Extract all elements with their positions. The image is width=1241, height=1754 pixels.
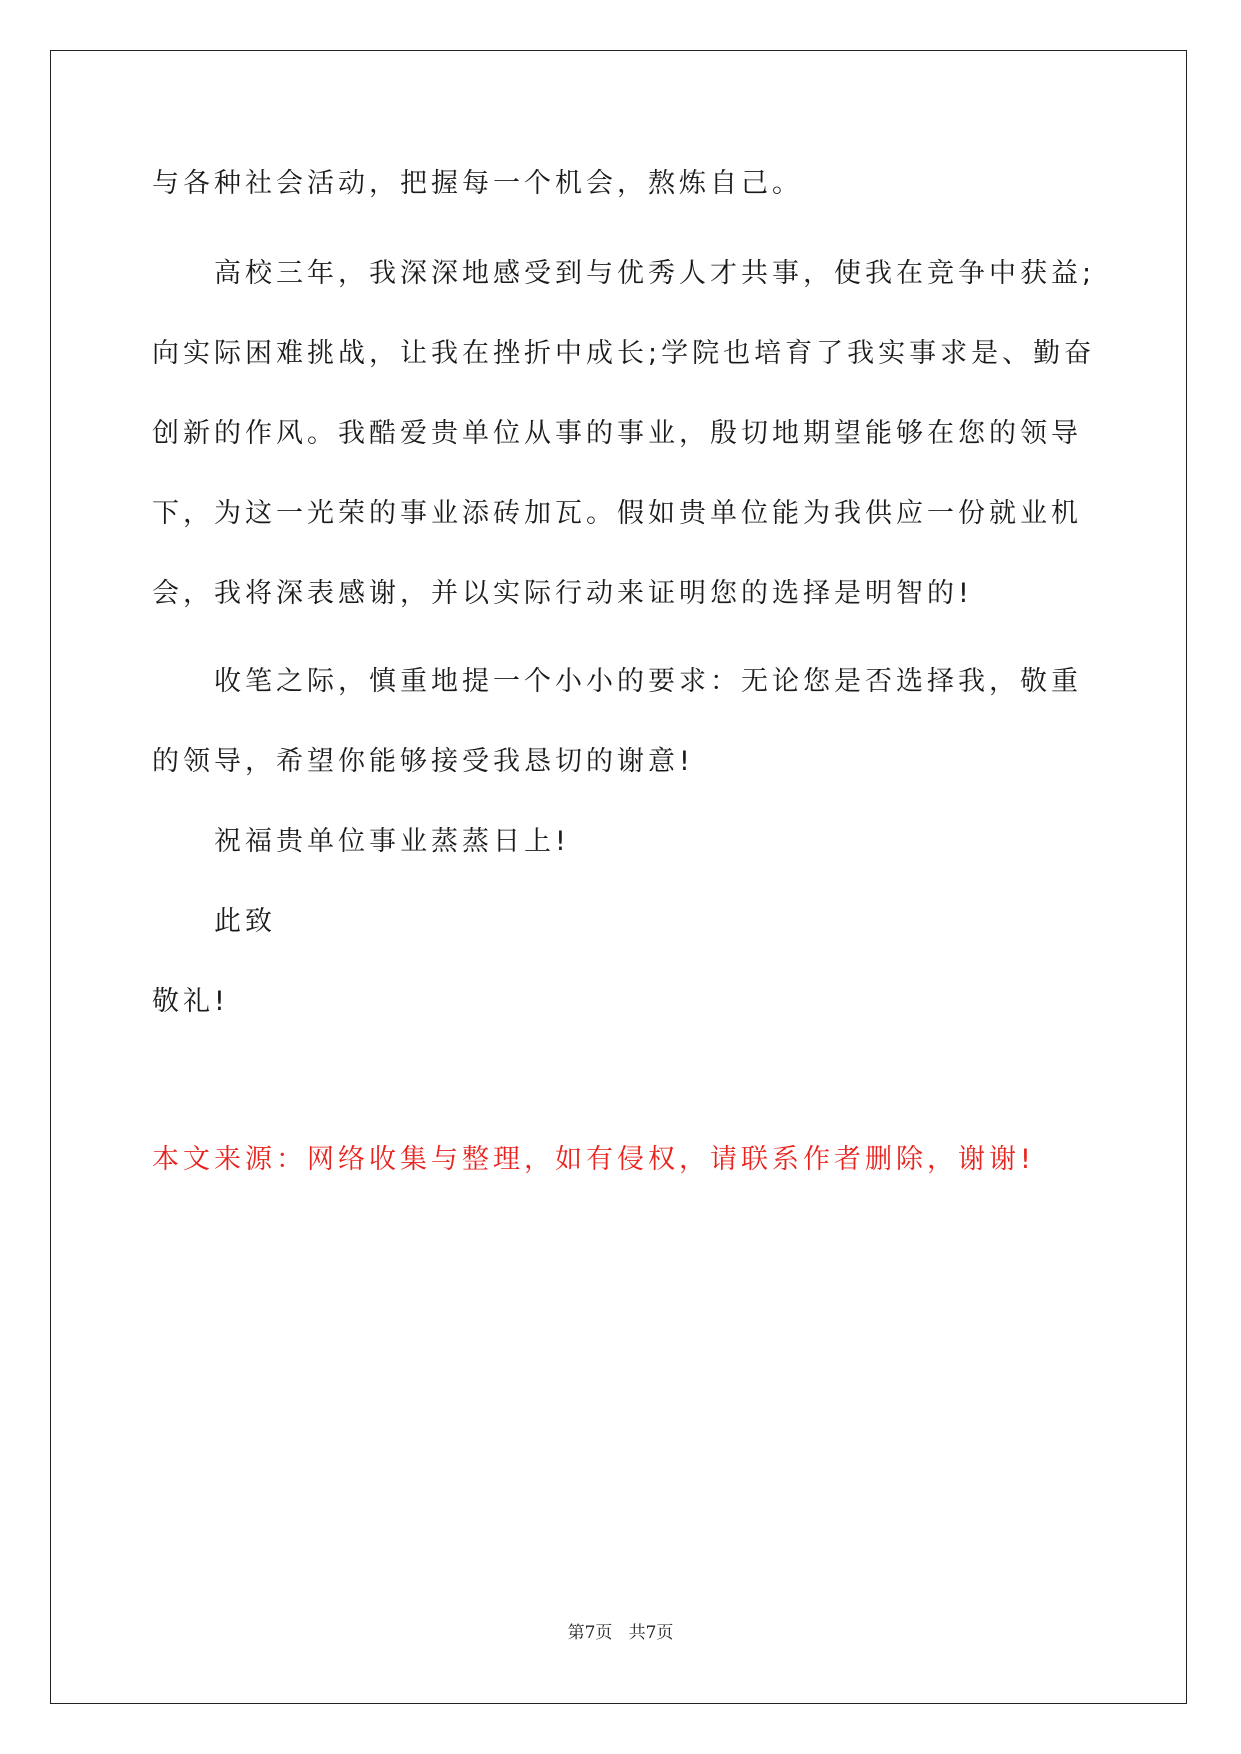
body-line-8: 的领导，希望你能够接受我恳切的谢意!: [152, 746, 694, 777]
source-note: 本文来源：网络收集与整理，如有侵权，请联系作者删除，谢谢!: [152, 1144, 1035, 1175]
closing-salutation: 此致: [214, 906, 276, 937]
body-line-9: 祝福贵单位事业蒸蒸日上!: [214, 826, 570, 857]
body-line-2: 高校三年，我深深地感受到与优秀人才共事，使我在竞争中获益;: [214, 258, 1096, 289]
body-line-5: 下，为这一光荣的事业添砖加瓦。假如贵单位能为我供应一份就业机: [152, 498, 1082, 529]
closing-regards: 敬礼!: [152, 986, 229, 1017]
page-border: [50, 50, 1187, 1704]
page-number: 第7页 共7页: [567, 1623, 674, 1643]
body-line-6: 会，我将深表感谢，并以实际行动来证明您的选择是明智的!: [152, 578, 973, 609]
body-line-1: 与各种社会活动，把握每一个机会，熬炼自己。: [152, 168, 803, 199]
body-line-7: 收笔之际，慎重地提一个小小的要求：无论您是否选择我，敬重: [214, 666, 1082, 697]
body-line-3: 向实际困难挑战，让我在挫折中成长;学院也培育了我实事求是、勤奋: [152, 338, 1096, 369]
body-line-4: 创新的作风。我酷爱贵单位从事的事业，殷切地期望能够在您的领导: [152, 418, 1082, 449]
